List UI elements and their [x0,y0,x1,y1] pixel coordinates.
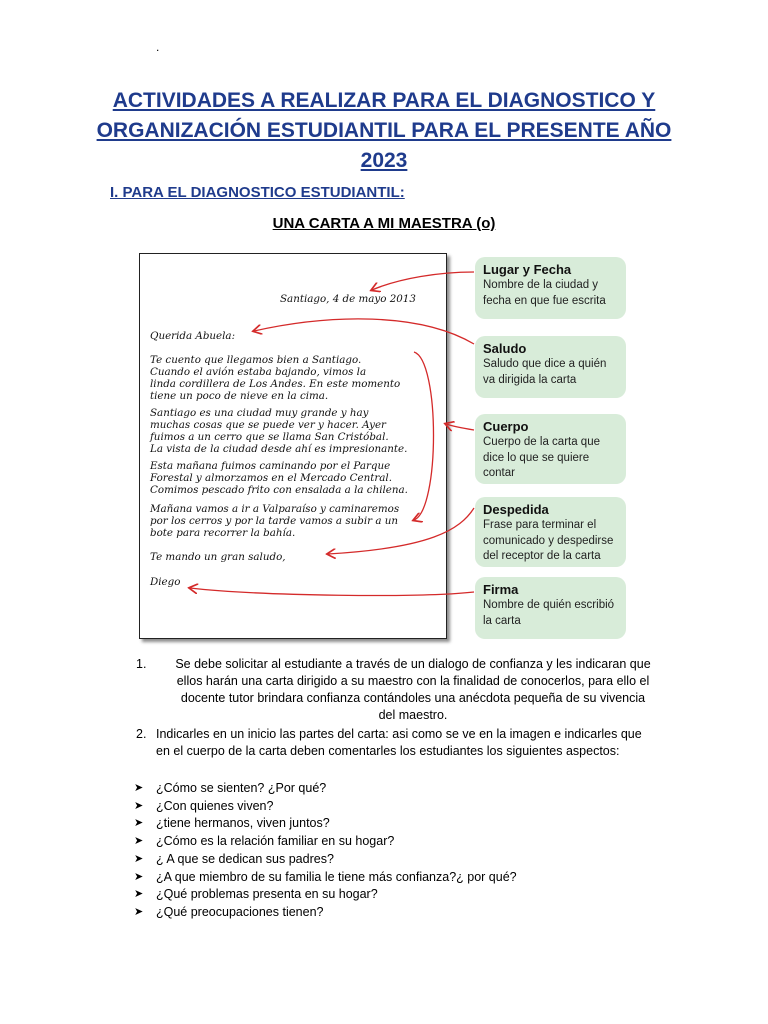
callout-cuerpo [475,414,626,484]
instruction-line: del maestro. [378,708,448,722]
question-text: ¿Cómo se sienten? ¿Por qué? [156,781,327,795]
question-item [134,869,517,887]
letter-body-line: Forestal y almorzamos en el Mercado Central. [150,472,392,484]
question-item [134,851,517,869]
callout-title: Lugar y Fecha [483,262,572,277]
question-text: ¿A que miembro de su familia le tiene más confianza?¿ por qué? [156,869,517,884]
title-line-3: 2023 [360,149,408,172]
callout-desc: Nombre de la ciudad y fecha en que fue escrita [483,279,606,307]
arrowhead-bullet-icon: ➤ [134,835,144,848]
callout-title: Saludo [483,341,527,356]
question-item [134,886,517,904]
letter-closing: Te mando un gran saludo, [150,551,286,563]
arrow-cuerpo-bracket [414,352,434,520]
numbered-instructions [130,656,670,762]
arrow-despedida [328,508,474,554]
callout-title: Firma [483,582,519,597]
letter-date: Santiago, 4 de mayo 2013 [280,293,416,305]
instruction-line: Se debe solicitar al estudiante a través de un dialogo de confianza y les indicaran que [175,657,651,671]
callout-firma [475,577,626,639]
callout-desc: Frase para terminar el comunicado y despedirse del receptor de la carta [483,519,614,562]
arrow-firma [190,588,474,595]
question-text: ¿Con quienes viven? [156,798,274,813]
callout-title: Despedida [483,502,549,517]
question-item [134,833,517,851]
letter-body-line: fuimos a un cerro que se llama San Cristóbal. [150,431,389,443]
arrow-cuerpo [446,424,474,430]
letter-body-line: La vista de la ciudad desde ahí es impresionante. [150,443,408,455]
arrowhead-bullet-icon: ➤ [134,799,144,812]
item-number: 1. [136,657,147,671]
question-text: ¿Qué problemas presenta en su hogar? [156,887,378,902]
question-text: ¿ A que se dedican sus padres? [156,851,334,866]
question-item [134,798,517,816]
callout-desc: Nombre de quién escribió la carta [483,599,615,627]
question-text: ¿Cómo es la relación familiar en su hogar? [156,834,395,849]
arrow-lugar-fecha [372,272,474,290]
arrowhead-bullet-icon: ➤ [134,852,144,865]
letter-body-line: Cuando el avión estaba bajando, vimos la [150,366,367,378]
callout-despedida [475,497,626,567]
question-text: ¿tiene hermanos, viven juntos? [156,816,330,831]
page-dot: . [156,40,160,54]
instruction-text [156,656,670,724]
title-line-1: ACTIVIDADES A REALIZAR PARA EL DIAGNOSTICO Y [112,89,656,112]
letter-body-line: tiene un poco de nieve en la cima. [150,390,329,402]
letter-body-line: por los cerros y por la tarde vamos a subir a un [150,515,398,527]
instruction-line: ellos harán una carta dirigido a su maestro con la finalidad de conocerlos, para ello el [176,674,650,688]
letter-body-line: Santiago es una ciudad muy grande y hay [150,407,369,419]
question-text: ¿Qué preocupaciones tienen? [156,904,324,919]
callout-lugar-fecha [475,257,626,319]
title-line-2: ORGANIZACIÓN ESTUDIANTIL PARA EL PRESENTE AÑO [96,119,672,142]
letter-greeting: Querida Abuela: [150,330,236,342]
instruction-item [130,726,670,760]
question-item [134,815,517,833]
question-item [134,904,517,922]
instruction-line: Indicarles en un inicio las partes del carta: asi como se ve en la imagen e indicarles que [156,727,642,741]
letter-body-line: Esta mañana fuimos caminando por el Parque [150,460,391,472]
letter-body-line: Mañana vamos a ir a Valparaíso y caminaremos [150,503,400,515]
letter-subtitle: UNA CARTA A MI MAESTRA (o) [272,215,496,232]
instruction-line: en el cuerpo de la carta deben comentarles los estudiantes los siguientes aspectos: [156,744,620,758]
instruction-text [156,726,670,760]
question-list [134,780,517,922]
arrowhead-bullet-icon: ➤ [134,870,144,883]
letter-body-line: bote para recorrer la bahía. [150,527,296,539]
letter-signature: Diego [150,576,181,588]
callout-desc: Cuerpo de la carta que dice lo que se quiere contar [483,436,600,479]
arrowhead-bullet-icon: ➤ [134,782,144,794]
item-number: 2. [136,727,147,741]
instruction-item [130,656,670,724]
section-heading: I. PARA EL DIAGNOSTICO ESTUDIANTIL: [110,184,405,201]
callout-desc: Saludo que dice a quién va dirigida la carta [483,358,607,386]
letter-body-line: linda cordillera de Los Andes. En este momento [150,378,401,390]
instruction-line: docente tutor brindara confianza contándoles una anécdota pequeña de su vivencia [180,691,646,705]
arrow-saludo [254,319,474,344]
letter-body-line: Te cuento que llegamos bien a Santiago. [150,354,362,366]
letter-body-line: muchas cosas que se puede ver y hacer. Ayer [150,419,386,431]
callout-title: Cuerpo [483,419,529,434]
callout-saludo [475,336,626,398]
arrowhead-bullet-icon: ➤ [134,905,144,918]
letter-body-line: Comimos pescado frito con ensalada a la chilena. [150,484,408,496]
arrowhead-bullet-icon: ➤ [134,817,144,830]
question-item [134,780,517,798]
arrowhead-bullet-icon: ➤ [134,888,144,901]
